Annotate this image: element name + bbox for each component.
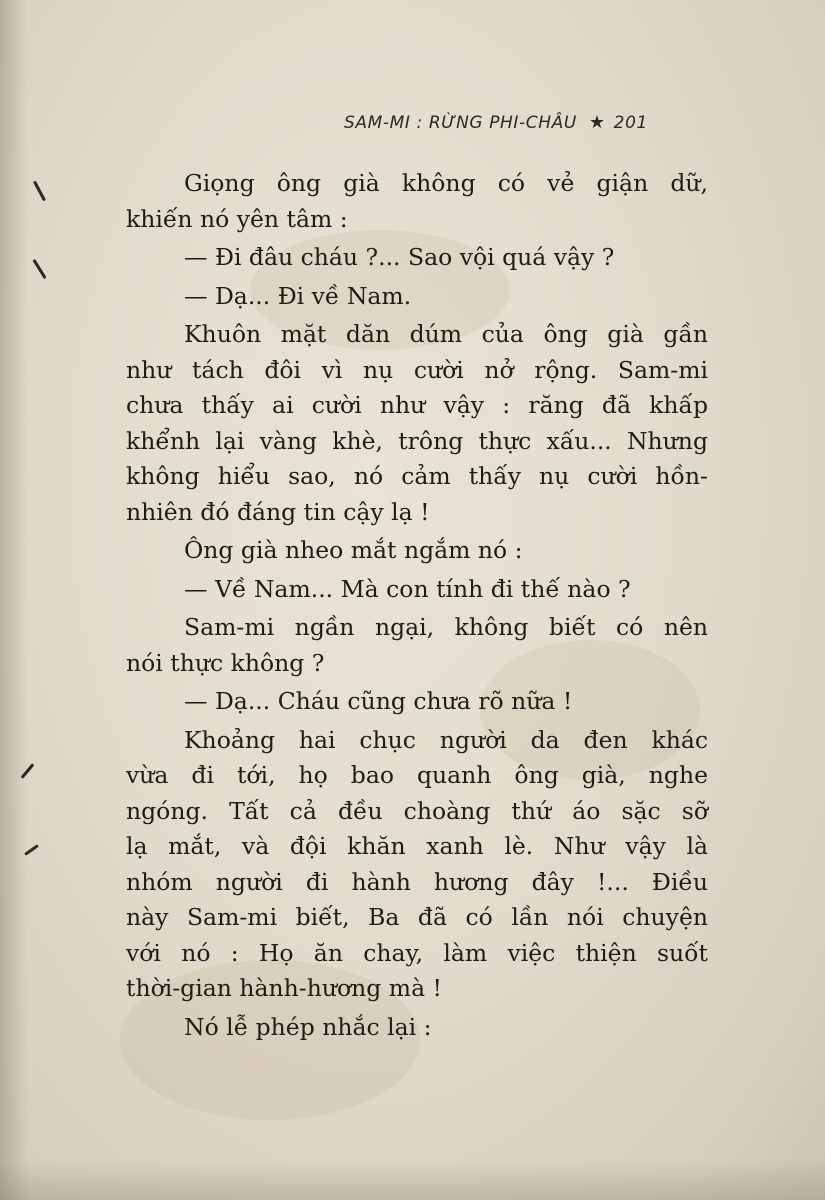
text-line: với nó : Họ ăn chay, làm việc thiện suốt (126, 938, 708, 967)
text-line: nhóm người đi hành hương đây !... Điều (126, 867, 708, 896)
text-line: Ông già nheo mắt ngắm nó : (184, 536, 523, 564)
text-line: chưa thấy ai cười như vậy : răng đã khấp (126, 391, 708, 419)
text-line: Giọng ông già không có vẻ giận dữ, (184, 169, 708, 197)
running-header (344, 112, 704, 138)
text-line: ngóng. Tất cả đều choàng thứ áo sặc sỡ (126, 796, 708, 825)
body-text (126, 166, 708, 1045)
text-line: Khuôn mặt dăn dúm của ông già gần (184, 320, 708, 348)
binding-stitch (32, 259, 46, 279)
text-line: Sam-mi ngần ngại, không biết có nên (184, 613, 708, 641)
text-line: — Về Nam... Mà con tính đi thế nào ? (184, 574, 631, 603)
text-line: Khoảng hai chục người da đen khác (184, 725, 708, 754)
text-line: không hiểu sao, nó cảm thấy nụ cười hồn- (126, 462, 708, 490)
text-line: khểnh lại vàng khè, trông thực xấu... Nhưng (126, 426, 708, 455)
text-line: như tách đôi vì nụ cười nở rộng. Sam-mi (126, 355, 708, 384)
book-title: SAM-MI : RỪNG PHI-CHÂU (344, 113, 577, 133)
text-line: — Dạ... Cháu cũng chưa rõ nữa ! (184, 687, 573, 715)
page-bottom-shadow (0, 1160, 825, 1200)
text-line: — Dạ... Đi về Nam. (184, 281, 412, 310)
text-line: lạ mắt, và đội khăn xanh lè. Như vậy là (126, 832, 708, 860)
text-line: này Sam-mi biết, Ba đã có lần nói chuyện (126, 903, 708, 931)
page-edge-shadow (0, 0, 28, 1200)
star-icon: ★ (588, 112, 606, 133)
text-line: khiến nó yên tâm : (126, 204, 348, 233)
binding-stitch (33, 181, 46, 202)
text-line: — Đi đâu cháu ?... Sao vội quá vậy ? (184, 243, 615, 271)
text-line: nói thực không ? (126, 648, 325, 677)
text-line: thời-gian hành-hương mà ! (126, 974, 442, 1002)
page-number: 201 (613, 113, 648, 133)
text-line: vừa đi tới, họ bao quanh ông già, nghe (126, 761, 708, 789)
text-line: nhiên đó đáng tin cậy lạ ! (126, 497, 430, 526)
text-line: Nó lễ phép nhắc lại : (184, 1012, 432, 1041)
